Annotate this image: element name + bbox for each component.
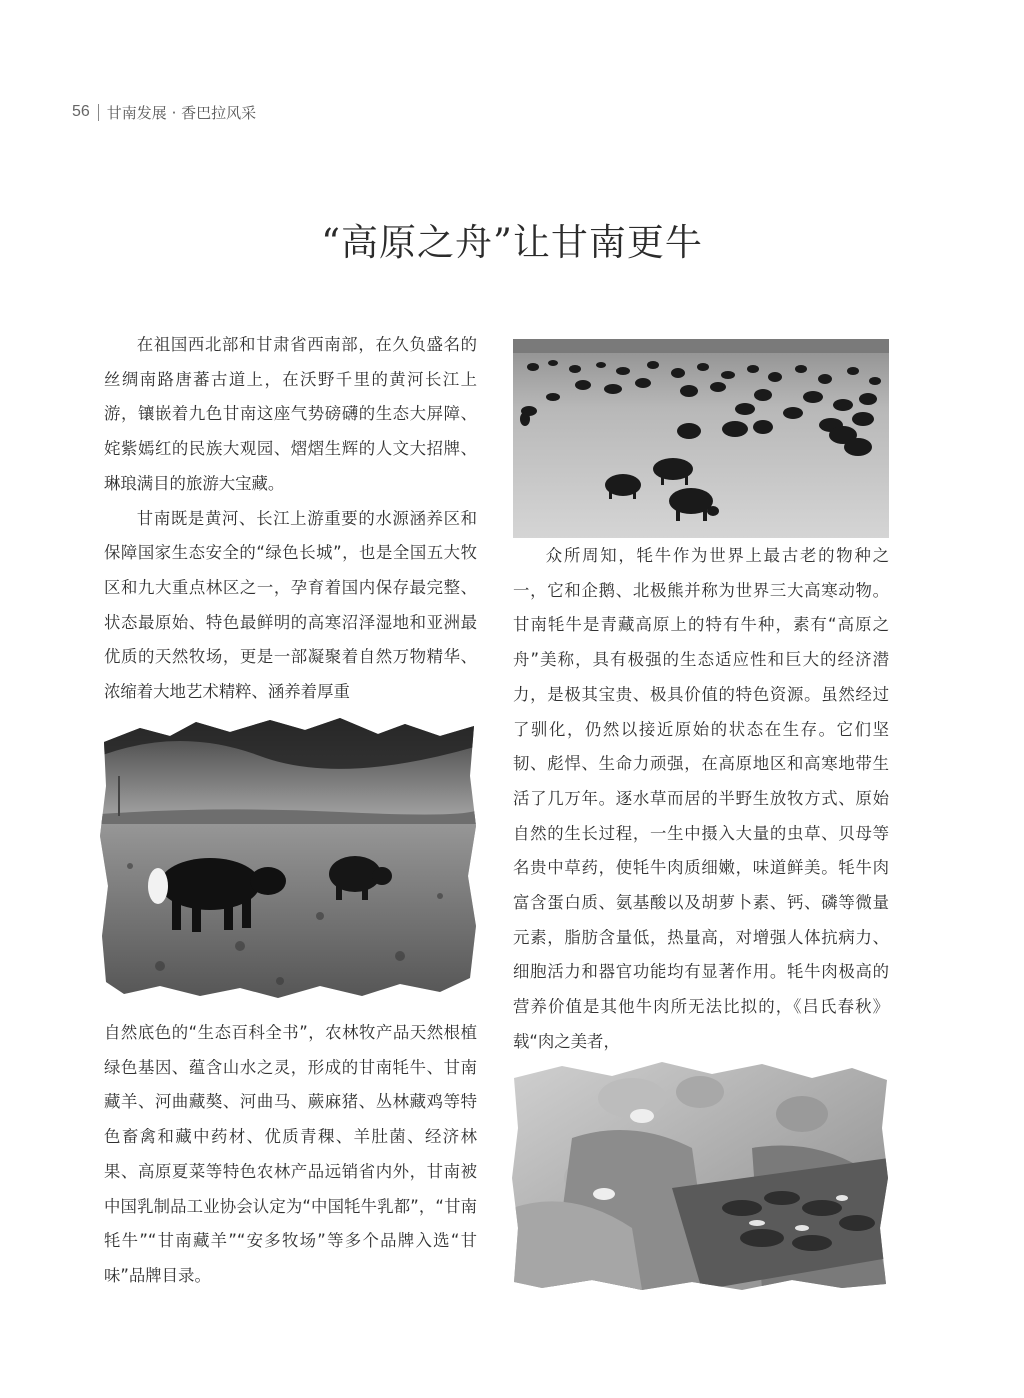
section-title: 甘南发展 · 香巴拉风采 [106,103,257,122]
paragraph-ecology: 甘南既是黄河、长江上游重要的水源涵养区和保障国家生态安全的“绿色长城”，也是全国五大牧区和九大重点林区之一，孕育着国内保存最完整、状态最原始、特色最鲜明的高寒沼泽湿地和亚洲最优质的天然牧场，更是一部凝聚着自然万物精华、浓缩着大地艺术精粹、涵养着厚重 [104,508,477,702]
page-number: 56 [72,103,90,120]
running-head [72,102,256,122]
yaks-brush-photo [100,716,478,1000]
workers-photo-svg [512,1058,889,1290]
yak-herd-photo [513,339,889,538]
yaks-brush-photo-svg [100,716,478,1000]
paragraph-products: 自然底色的“生态百科全书”，农林牧产品天然根植绿色基因、蕴含山水之灵，形成的甘南牦牛、甘南藏羊、河曲藏獒、河曲马、蕨麻猪、丛林藏鸡等特色畜禽和藏中药材、优质青稞、羊肚菌、经济林果、高原夏菜等特色农林产品远销省内外，甘南被中国乳制品工业协会认定为“中国牦牛乳都”，“甘南牦牛”“甘南藏羊”“安多牧场”等多个品牌入选“甘味”品牌目录。 [104,1023,477,1285]
paragraph-yak: 众所周知，牦牛作为世界上最古老的物种之一，它和企鹅、北极熊并称为世界三大高寒动物。甘南牦牛是青藏高原上的特有牛种，素有“高原之舟”美称，具有极强的生态适应性和巨大的经济潜力，是极其宝贵、极具价值的特色资源。虽然经过了驯化，仍然以接近原始的状态在生存。它们坚韧、彪悍、生命力顽强，在高原地区和高寒地带生活了几万年。逐水草而居的半野生放牧方式、原始自然的生长过程，一生中摄入大量的虫草、贝母等名贵中草药，使牦牛肉质细嫩，味道鲜美。牦牛肉富含蛋白质、氨基酸以及胡萝卜素、钙、磷等微量元素，脂肪含量低，热量高，对增强人体抗病力、细胞活力和器官功能均有显著作用。牦牛肉极高的营养价值是其他牛肉所无法比拟的，《吕氏春秋》载“肉之美者， [513,546,889,1051]
article-title: “高原之舟”让甘南更牛 [321,221,703,264]
yak-herd-photo-svg [513,339,889,538]
header-divider [98,104,99,121]
workers-photo [512,1058,889,1290]
left-column-bottom-text [104,1016,477,1294]
right-column-text [513,539,889,1060]
paragraph-intro: 在祖国西北部和甘肃省西南部，在久负盛名的丝绸南路唐蕃古道上，在沃野千里的黄河长江上游，镶嵌着九色甘南这座气势磅礴的生态大屏障、姹紫嫣红的民族大观园、熠熠生辉的人文大招牌、琳琅满目的旅游大宝藏。 [104,335,477,493]
left-column-top-text [104,328,477,710]
